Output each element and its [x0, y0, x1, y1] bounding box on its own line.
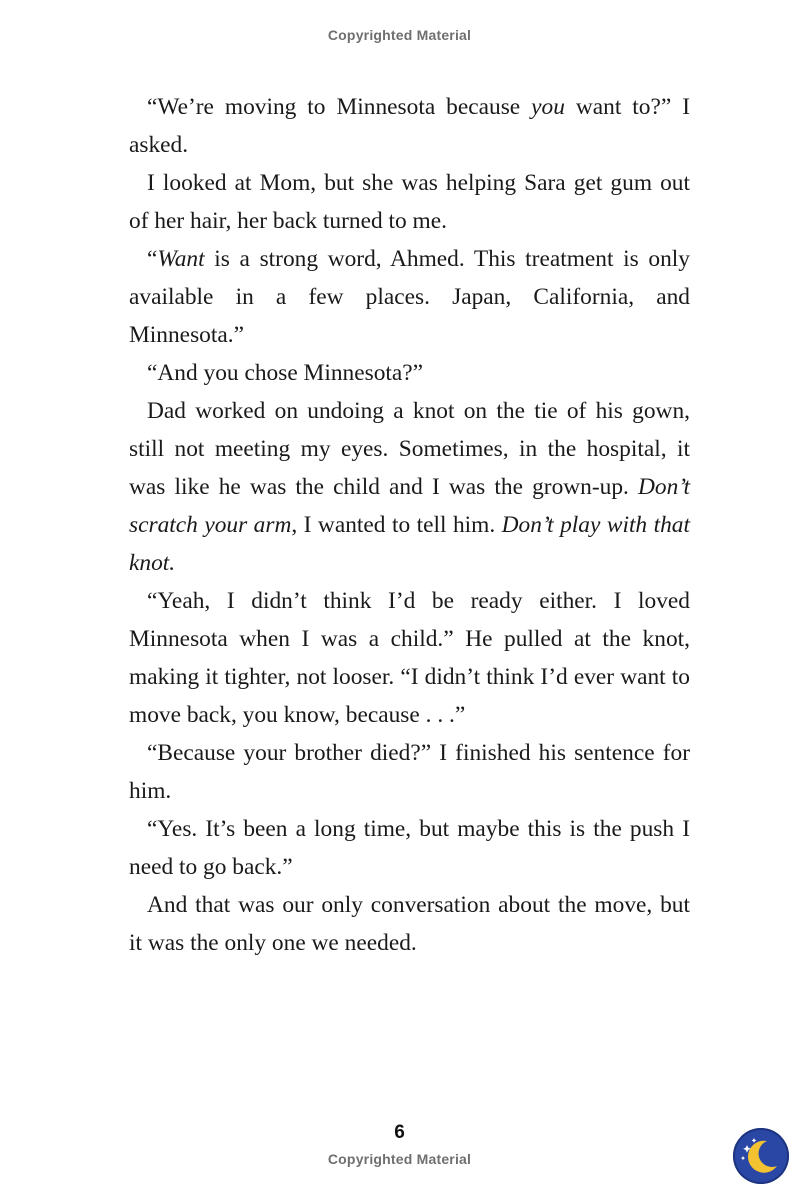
paragraph [129, 810, 690, 886]
page-body-text [129, 88, 690, 962]
text-run: I looked at Mom, but she was helping Sara get gum out of her hair, her back turned to me. [129, 170, 690, 234]
page-number: 6 [394, 1122, 405, 1143]
night-mode-button[interactable] [733, 1128, 789, 1184]
text-run: “And you chose Minnesota?” [147, 360, 424, 386]
paragraph [129, 582, 690, 734]
italic-text-run: Want [157, 246, 205, 272]
copyright-watermark-bottom: Copyrighted Material [327, 1151, 472, 1167]
text-run: “ [147, 246, 158, 272]
text-run: “Yes. It’s been a long time, but maybe this is the push I need to go back.” [129, 816, 690, 880]
text-run: “Because your brother died?” I finished his sentence for him. [129, 740, 690, 804]
text-run: , I wanted to tell him. [291, 512, 502, 538]
text-run: And that was our only conversation about the move, but it was the only one we needed. [129, 892, 690, 956]
paragraph [129, 164, 690, 240]
text-run: want to?” I asked. [129, 94, 690, 158]
paragraph [129, 734, 690, 810]
text-run: is a strong word, Ahmed. This treatment is only available in a few places. Japan, California, and Minnesota.” [129, 246, 690, 348]
paragraph [129, 240, 690, 354]
paragraph [129, 88, 690, 164]
moon-stars-icon [733, 1128, 789, 1184]
italic-text-run: Don’t play with that knot. [129, 512, 690, 576]
text-run: “We’re moving to Minnesota because [147, 94, 532, 120]
paragraph [129, 354, 690, 392]
italic-text-run: Don’t scratch your arm [129, 474, 690, 538]
paragraph [129, 886, 690, 962]
text-run: “Yeah, I didn’t think I’d be ready either. I loved Minnesota when I was a child.” He pulled at the knot, making it tighter, not looser. “I didn’t think I’d ever want to move back, you know, because . . .” [129, 588, 690, 728]
paragraph [129, 392, 690, 582]
copyright-watermark-top: Copyrighted Material [327, 27, 472, 43]
text-run: Dad worked on undoing a knot on the tie of his gown, still not meeting my eyes. Sometimes, in the hospital, it was like he was the child and I was the grown-up. [129, 398, 690, 500]
italic-text-run: you [531, 94, 565, 120]
